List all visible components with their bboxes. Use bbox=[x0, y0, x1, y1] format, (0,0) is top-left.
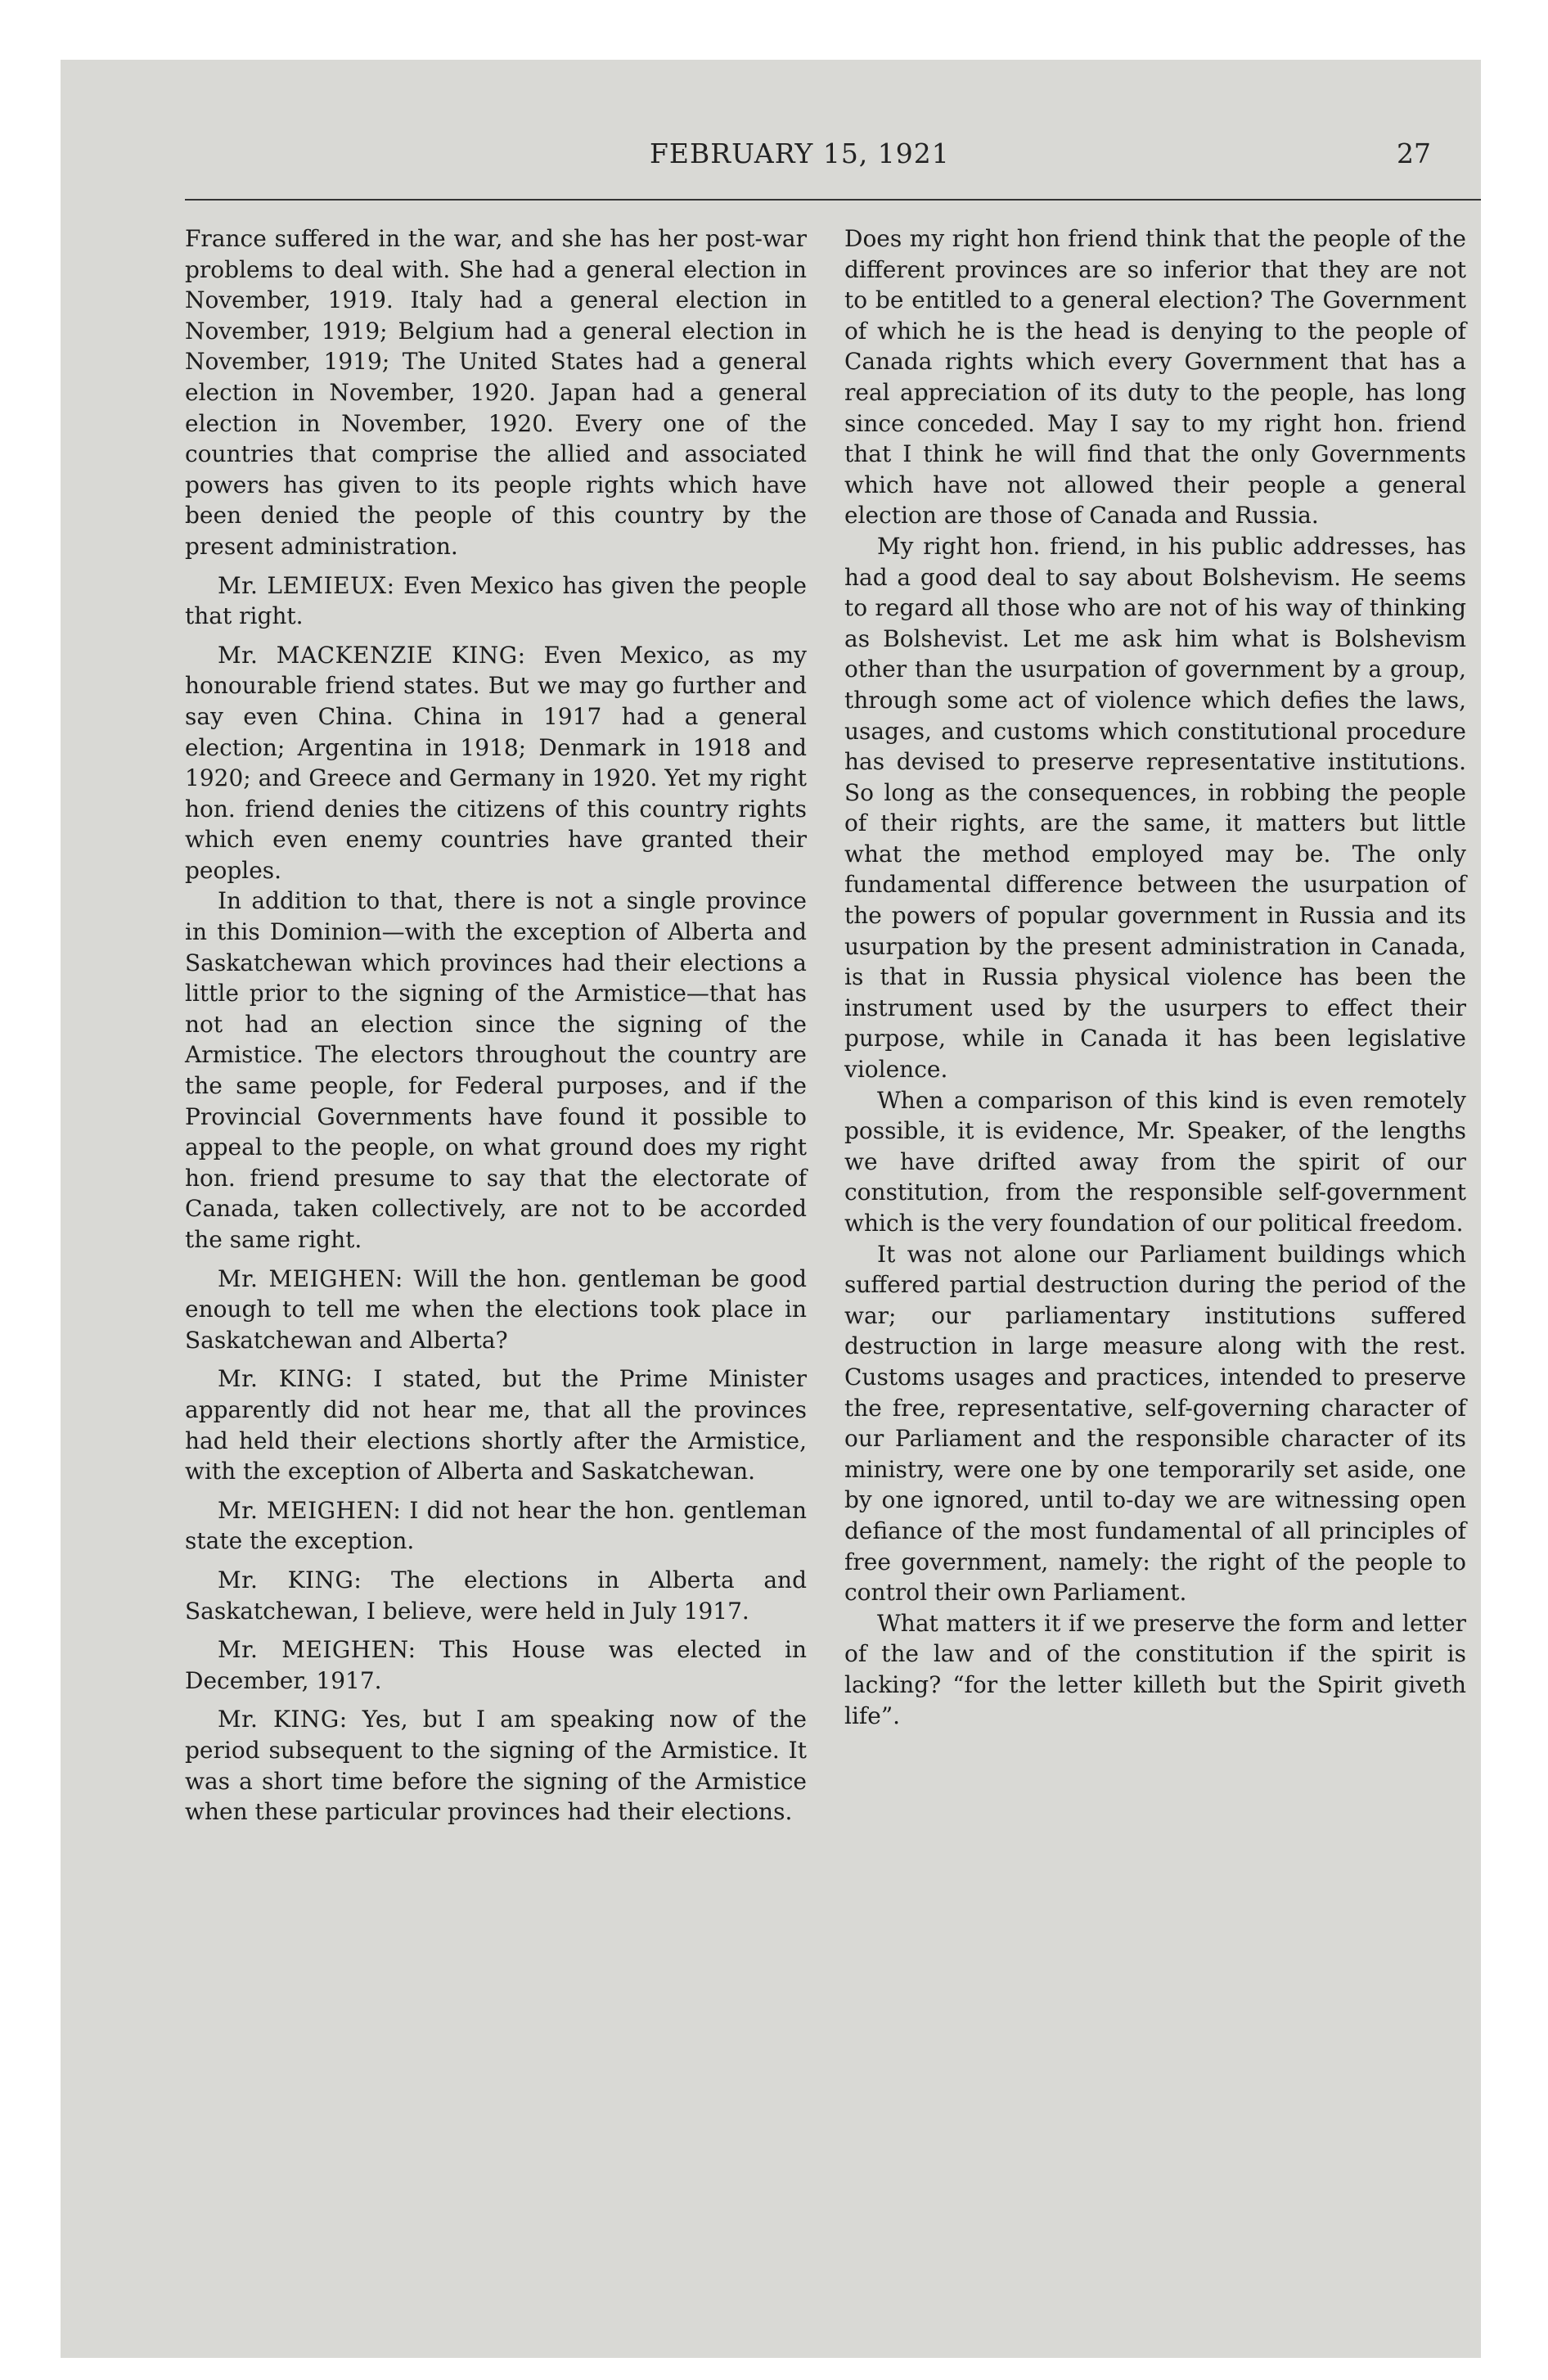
right-column bbox=[844, 223, 1466, 1731]
paragraph-text: Yes, but I am speaking now of the period subsequent to the signing of the Armistice. It was a short time before the signing of the Armistice when these particular provinces had their elections. bbox=[185, 1706, 808, 1826]
left-column bbox=[185, 223, 807, 1828]
paragraph bbox=[844, 1608, 1466, 1731]
paragraph bbox=[185, 223, 807, 562]
paragraph-text: France suffered in the war, and she has her post-war problems to deal with. She had a general election in November, 1919. Italy had a general election in November, 1919; Belgium had a general election in November, 1919; The United States had a general election in November, 1920. Japan had a general election in November, 1920. Every one of the countries that comprise the allied and associated powers has given to its people rights which have been denied the people of this country by the present administration. bbox=[185, 225, 807, 560]
speaker-name: Mr. KING: bbox=[218, 1365, 353, 1393]
paragraph-text: Even Mexico has given the people that right. bbox=[185, 571, 808, 630]
paragraph-text: When a comparison of this kind is even remotely possible, it is evidence, Mr. Speaker, of the lengths we have drifted away from the spirit of our constitution, from the responsible self-government which is the very foundation of our political freedom. bbox=[844, 1086, 1466, 1237]
paragraph bbox=[185, 1264, 807, 1356]
paragraph-text: Will the hon. gentleman be good enough to tell me when the elections took place in Saskatchewan and Alberta? bbox=[185, 1264, 808, 1354]
paragraph-text: Even Mexico, as my honourable friend states. But we may go further and say even China. China in 1917 had a general election; Argentina in 1918; Denmark in 1918 and 1920; and Greece and Germany in 1920. Yet my right hon. friend denies the citizens of this country rights which even enemy countries have granted their peoples. bbox=[185, 641, 807, 884]
paragraph bbox=[185, 886, 807, 1255]
paragraph bbox=[844, 1239, 1466, 1608]
paragraph-text: What matters it if we preserve the form and letter of the law and of the constitution if the spirit is lacking? “for the letter killeth but the Spirit giveth life”. bbox=[844, 1609, 1466, 1729]
speaker-name: Mr. MEIGHEN: bbox=[218, 1264, 403, 1292]
scanned-page bbox=[61, 60, 1481, 2358]
paragraph bbox=[185, 1364, 807, 1486]
paragraph bbox=[844, 531, 1466, 1085]
speaker-name: Mr. MACKENZIE KING: bbox=[218, 641, 526, 669]
speaker-name: Mr. MEIGHEN: bbox=[218, 1496, 402, 1524]
paragraph-text: The elections in Alberta and Saskatchewan, I believe, were held in July 1917. bbox=[185, 1566, 807, 1625]
paragraph-text: My right hon. friend, in his public addresses, has had a good deal to say about Bolshevism. He seems to regard all those who are not of his way of thinking as Bolshevist. Let me ask him what is Bolshevism other than the usurpation of government by a group, through some act of violence which defies the laws, usages, and customs which constitutional procedure has devised to preserve representative institutions. So long as the consequences, in robbing the people of their rights, are the same, it matters but little what the method employed may be. The only fundamental difference between the usurpation of the powers of popular government in Russia and its usurpation by the present administration in Canada, is that in Russia physical violence has been the instrument used by the usurpers to effect their purpose, while in Canada it has been legislative violence. bbox=[844, 532, 1466, 1084]
paragraph bbox=[844, 223, 1466, 531]
paragraph-text: In addition to that, there is not a single province in this Dominion—with the exception of Alberta and Saskatchewan which provinces had their elections a little prior to the signing of the Armistice—that has not had an election since the signing of the Armistice. The electors throughout the country are the same people, for Federal purposes, and if the Provincial Governments have found it possible to appeal to the people, on what ground does my right hon. friend presume to say that the electorate of Canada, taken collectively, are not to be accorded the same right. bbox=[185, 887, 807, 1253]
header-rule bbox=[185, 199, 1481, 201]
speaker-name: Mr. KING: bbox=[218, 1566, 362, 1593]
speaker-name: Mr. LEMIEUX: bbox=[218, 571, 395, 599]
paragraph bbox=[185, 1634, 807, 1696]
paragraph bbox=[185, 570, 807, 632]
speaker-name: Mr. KING: bbox=[218, 1706, 348, 1733]
paragraph-text: This House was elected in December, 1917. bbox=[185, 1636, 808, 1694]
paragraph bbox=[185, 1495, 807, 1557]
paragraph bbox=[844, 1085, 1466, 1239]
running-head-date: FEBRUARY 15, 1921 bbox=[650, 137, 950, 169]
paragraph bbox=[185, 1704, 807, 1827]
paragraph-text: I stated, but the Prime Minister apparently did not hear me, that all the provinces had held their elections shortly after the Armistice, with the exception of Alberta and Saskatchewan. bbox=[185, 1365, 807, 1485]
page-number: 27 bbox=[1397, 137, 1431, 169]
paragraph bbox=[185, 640, 807, 886]
speaker-name: Mr. MEIGHEN: bbox=[218, 1636, 416, 1664]
paragraph-text: Does my right hon friend think that the people of the different provinces are so inferior that they are not to be entitled to a general election? The Government of which he is the head is denying to the people of Canada rights which every Government that has a real appreciation of its duty to the people, has long since conceded. May I say to my right hon. friend that I think he will find that the only Governments which have not allowed their people a general election are those of Canada and Russia. bbox=[844, 225, 1466, 530]
paragraph bbox=[185, 1565, 807, 1626]
paragraph-text: I did not hear the hon. gentleman state the exception. bbox=[185, 1496, 807, 1555]
paragraph-text: It was not alone our Parliament buildings which suffered partial destruction during the period of the war; our parliamentary institutions suffered destruction in large measure along with the rest. Customs usages and practices, intended to preserve the free, representative, self-governing character of our Parliament and the responsible character of its ministry, were one by one temporarily set aside, one by one ignored, until to-day we are witnessing open defiance of the most fundamental of all principles of free government, namely: the right of the people to control their own Parliament. bbox=[844, 1240, 1466, 1607]
